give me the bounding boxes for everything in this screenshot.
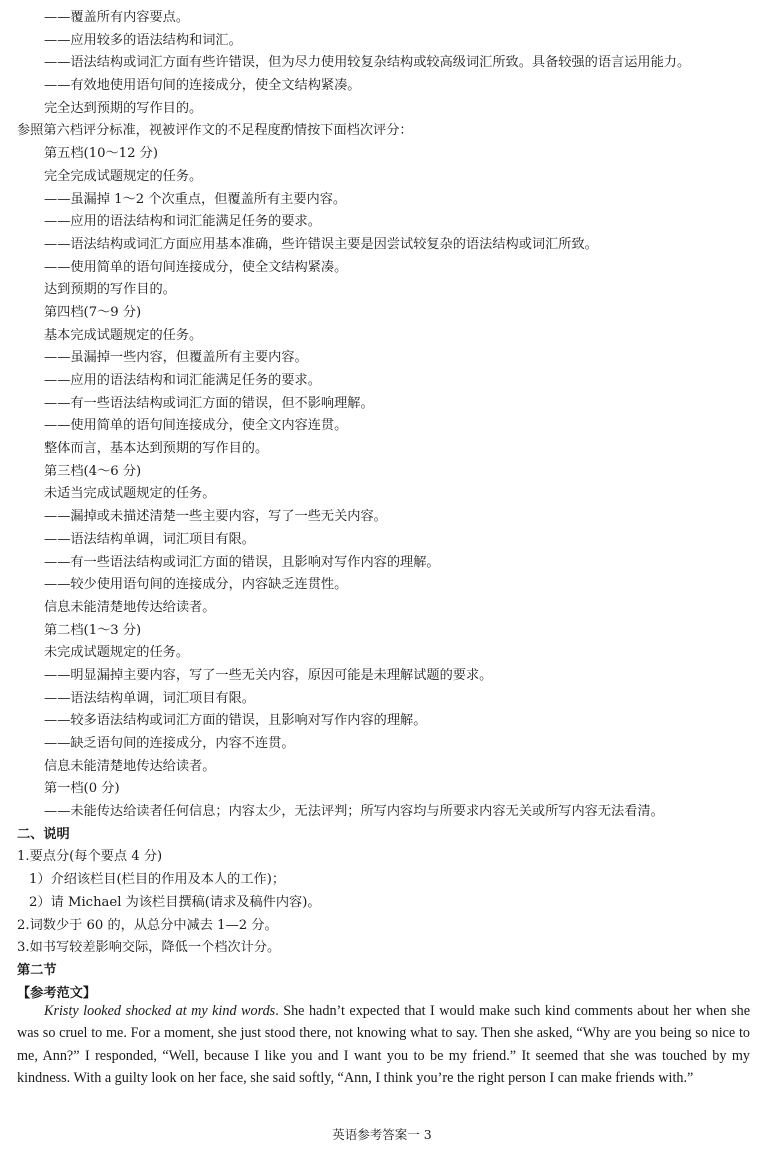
text-line: 基本完成试题规定的任务。 — [44, 327, 203, 343]
text-line: ——应用的语法结构和词汇能满足任务的要求。 — [44, 373, 321, 388]
essay-body: . She hadn’t expected that I would make such kind comments about her when she was so cruel to me. For a moment, she just stood there, not knowing what to say. Then she asked, “Why are you being so nice to me, Ann?” I responded, “Well, because I like you and I want you to be my friend.” It seemed that she was touched by my kindness. With a guilty look on her face, she said softly, “Ann, I think you’re the right person I can make friends with.” — [17, 1003, 750, 1086]
text-line: ——虽漏掉 1～2 个次重点，但覆盖所有主要内容。 — [44, 191, 347, 207]
text-line: 第二档(1～3 分) — [44, 622, 142, 638]
text-line: ——有一些语法结构或词汇方面的错误，但不影响理解。 — [44, 395, 374, 411]
grading-criteria-text — [0, 7, 764, 1005]
text-line: ——使用简单的语句间连接成分，使全文内容连贯。 — [44, 418, 348, 434]
text-line: 二、说明 — [17, 826, 70, 842]
text-line: 整体而言，基本达到预期的写作目的。 — [44, 441, 269, 457]
essay-lead-sentence: Kristy looked shocked at my kind words — [44, 1003, 276, 1019]
text-line: 1.要点分(每个要点 4 分) — [17, 849, 163, 865]
text-line: 完全完成试题规定的任务。 — [44, 168, 203, 184]
text-line: ——使用简单的语句间连接成分，使全文结构紧凑。 — [44, 259, 348, 275]
text-line: 信息未能清楚地传达给读者。 — [44, 758, 216, 774]
text-line: ——明显漏掉主要内容，写了一些无关内容，原因可能是未理解试题的要求。 — [44, 667, 493, 683]
text-line: ——语法结构或词汇方面有些许错误，但为尽力使用较复杂结构或较高级词汇所致。具备较强的语言运用能力。 — [44, 55, 691, 71]
text-line: ——语法结构单调，词汇项目有限。 — [44, 531, 255, 547]
text-line: 【参考范文】 — [17, 985, 97, 1001]
text-line: ——应用的语法结构和词汇能满足任务的要求。 — [44, 214, 321, 230]
text-line: ——有效地使用语句间的连接成分，使全文结构紧凑。 — [44, 78, 361, 94]
text-line: 参照第六档评分标准，视被评作文的不足程度酌情按下面档次评分： — [17, 123, 413, 139]
text-line: 未完成试题规定的任务。 — [44, 645, 190, 661]
text-line: 1）介绍该栏目(栏目的作用及本人的工作)； — [29, 872, 286, 888]
text-line: ——语法结构或词汇方面应用基本准确，些许错误主要是因尝试较复杂的语法结构或词汇所致。 — [44, 236, 598, 252]
text-line: 完全达到预期的写作目的。 — [44, 100, 203, 116]
text-line: 未适当完成试题规定的任务。 — [44, 486, 216, 502]
essay-paragraph — [17, 1000, 750, 1089]
text-line: 达到预期的写作目的。 — [44, 282, 176, 298]
text-line: ——漏掉或未描述清楚一些主要内容，写了一些无关内容。 — [44, 509, 387, 525]
text-line: 第二节 — [17, 962, 57, 978]
text-line: ——有一些语法结构或词汇方面的错误，且影响对写作内容的理解。 — [44, 554, 440, 570]
text-line: ——未能传达给读者任何信息；内容太少，无法评判；所写内容均与所要求内容无关或所写内容无法看清。 — [44, 804, 664, 820]
text-line: 2）请 Michael 为该栏目撰稿(请求及稿件内容)。 — [29, 894, 321, 910]
text-line: ——覆盖所有内容要点。 — [44, 10, 190, 25]
text-line: 信息未能清楚地传达给读者。 — [44, 599, 216, 615]
text-line: 第四档(7～9 分) — [44, 304, 142, 320]
text-line: ——应用较多的语法结构和词汇。 — [44, 32, 242, 48]
text-line: ——较少使用语句间的连接成分，内容缺乏连贯性。 — [44, 577, 348, 593]
text-line: 第五档(10～12 分) — [44, 146, 158, 162]
text-line: ——缺乏语句间的连接成分，内容不连贯。 — [44, 736, 295, 751]
page-footer: 英语参考答案一 3 — [332, 1127, 432, 1142]
text-line: ——较多语法结构或词汇方面的错误，且影响对写作内容的理解。 — [44, 713, 427, 729]
text-line: ——虽漏掉一些内容，但覆盖所有主要内容。 — [44, 350, 308, 366]
text-line: 第三档(4～6 分) — [44, 463, 142, 479]
reference-essay — [17, 1000, 750, 1089]
text-line: 第一档(0 分) — [44, 781, 120, 797]
text-line: ——语法结构单调，词汇项目有限。 — [44, 690, 255, 706]
text-line: 3.如书写较差影响交际，降低一个档次计分。 — [17, 940, 281, 956]
text-line: 2.词数少于 60 的，从总分中减去 1—2 分。 — [17, 917, 278, 933]
